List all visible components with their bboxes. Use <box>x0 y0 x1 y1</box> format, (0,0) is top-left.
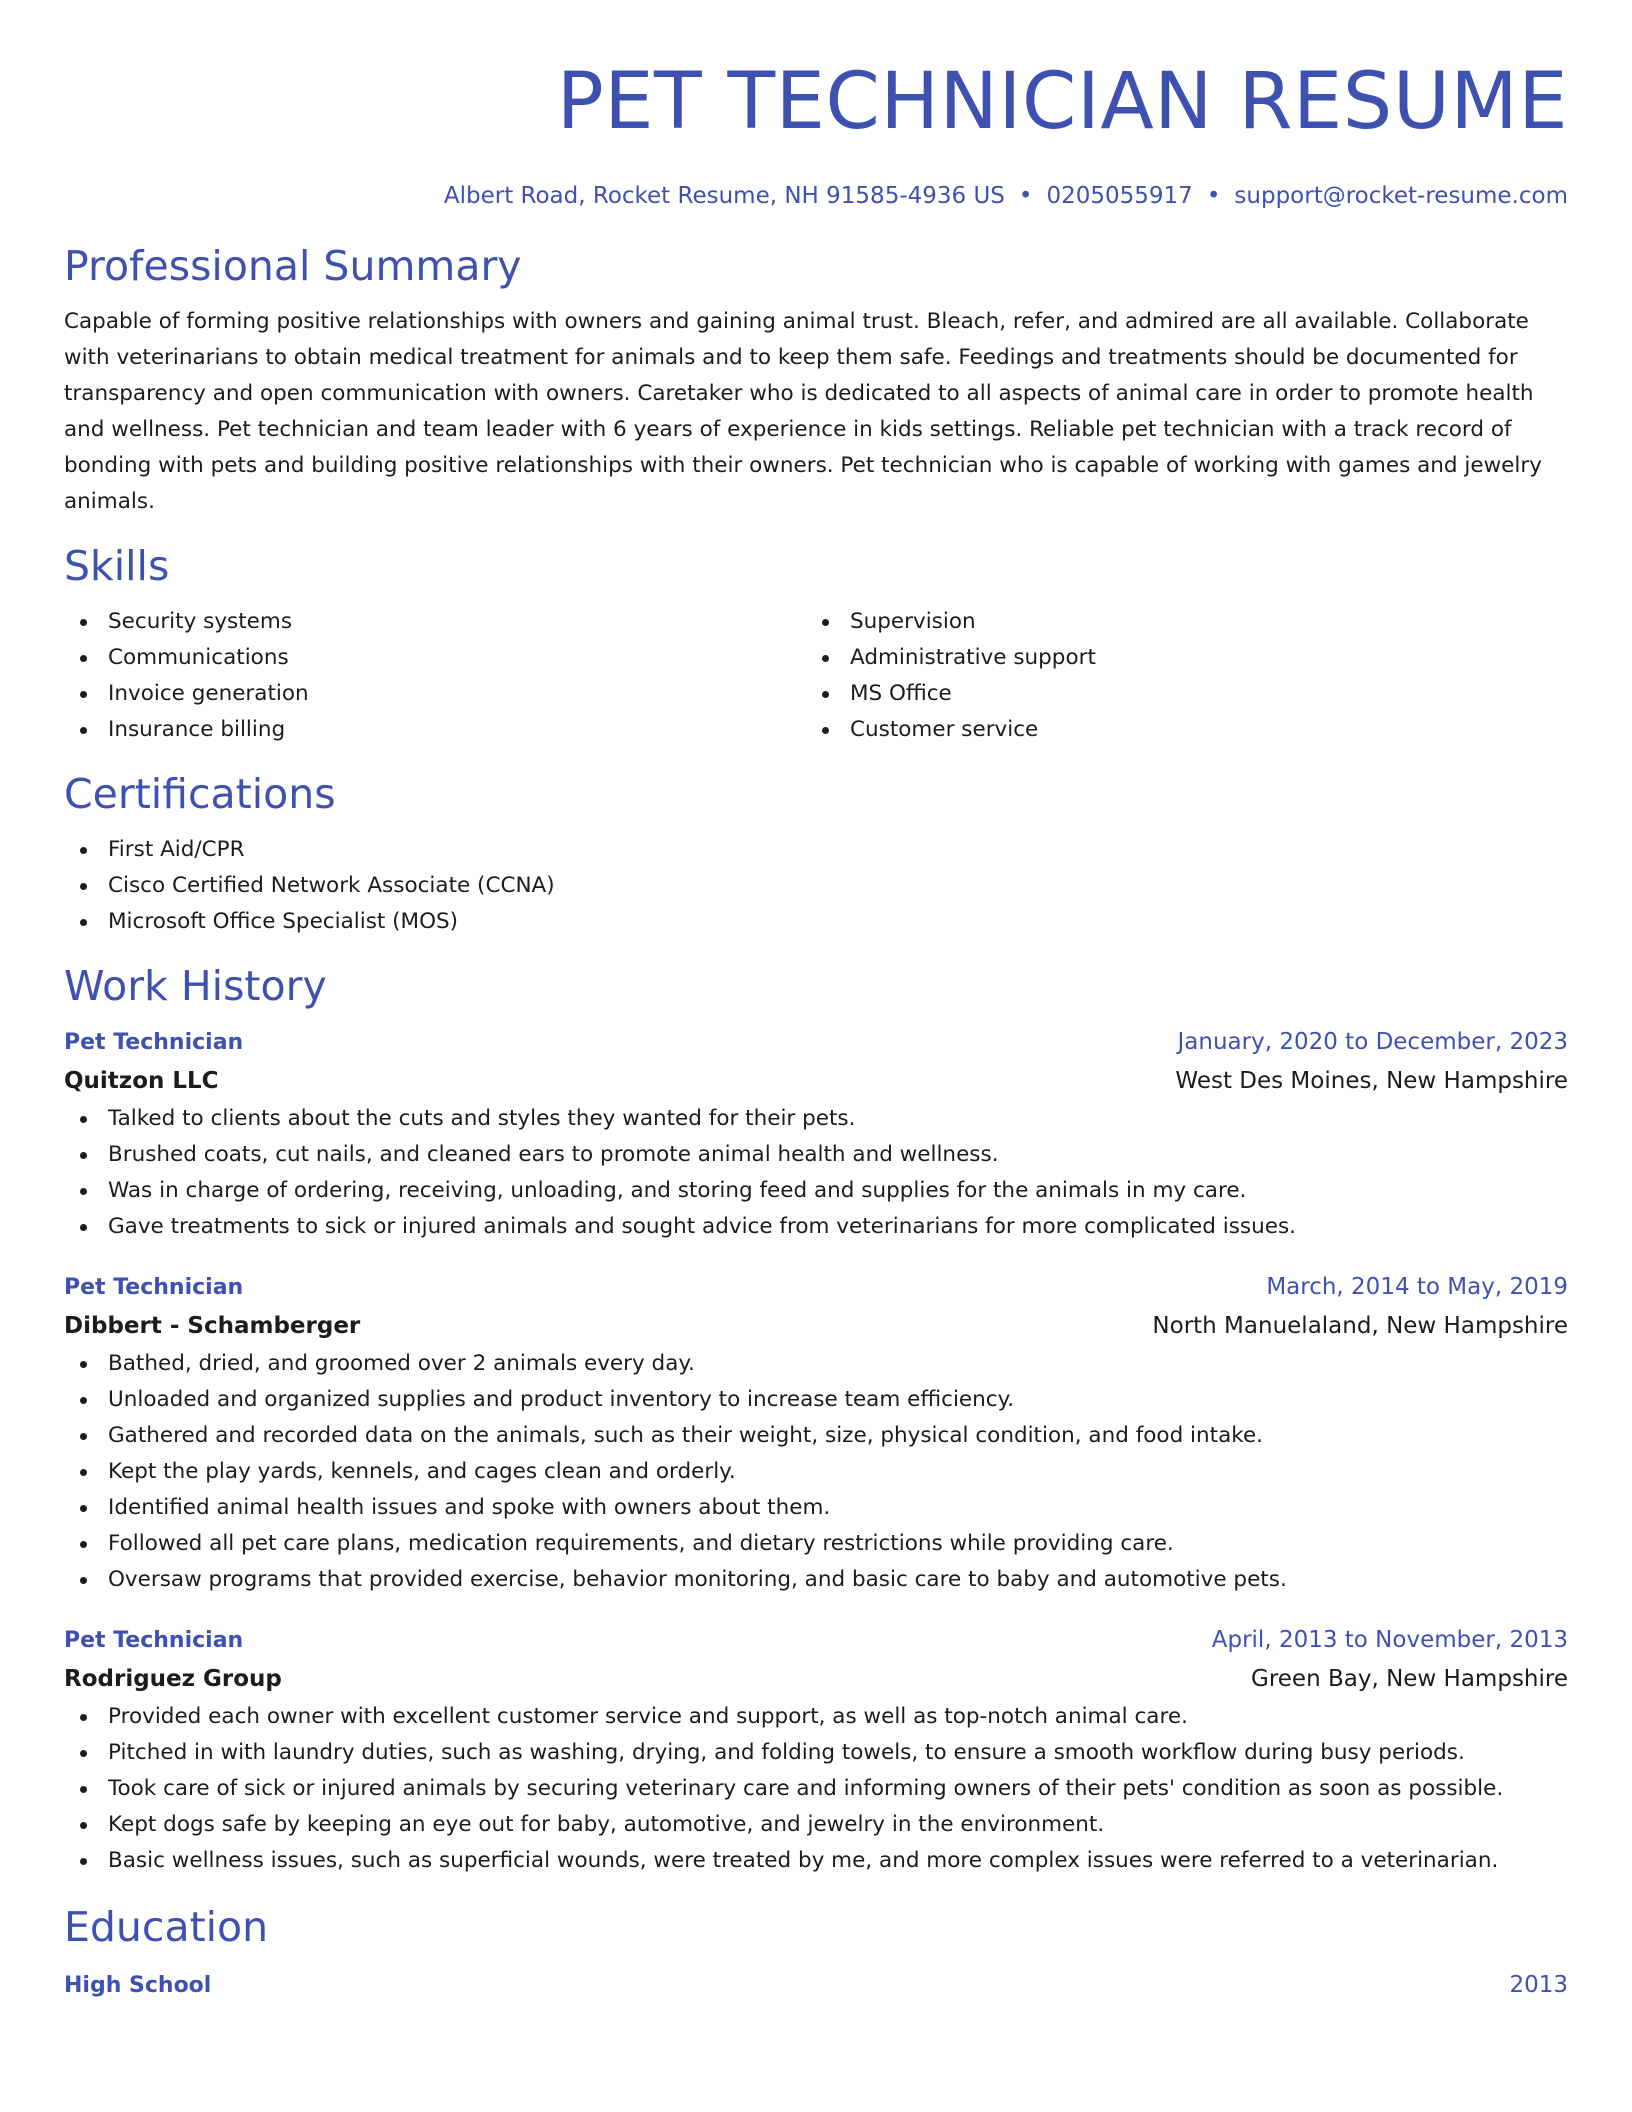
skill-item: Administrative support <box>806 640 1568 676</box>
certification-item: Cisco Certified Network Associate (CCNA) <box>64 868 1568 904</box>
certifications-heading: Certifications <box>64 770 336 818</box>
job-entry <box>64 1024 1568 1245</box>
skill-item: Communications <box>64 640 806 676</box>
job-company-row <box>64 1061 1568 1101</box>
contact-separator: • <box>1206 183 1221 209</box>
job-bullet: Unloaded and organized supplies and product inventory to increase team efficiency. <box>64 1382 1568 1418</box>
job-bullet: Identified animal health issues and spoke with owners about them. <box>64 1490 1568 1526</box>
job-bullets <box>64 1101 1568 1245</box>
job-title: Pet Technician <box>64 1030 244 1055</box>
education-date: 2013 <box>1509 1972 1568 1998</box>
job-bullets <box>64 1699 1568 1879</box>
skill-item: Security systems <box>64 604 806 640</box>
job-location: Green Bay, New Hampshire <box>1251 1666 1568 1692</box>
job-header-row <box>64 1024 1568 1061</box>
job-bullet: Was in charge of ordering, receiving, unloading, and storing feed and supplies for the animals in my care. <box>64 1173 1568 1209</box>
skills-heading: Skills <box>64 542 170 590</box>
skill-item: Insurance billing <box>64 712 806 748</box>
job-bullet: Followed all pet care plans, medication requirements, and dietary restrictions while providing care. <box>64 1526 1568 1562</box>
education-title: High School <box>64 1973 212 1998</box>
job-company: Dibbert - Schamberger <box>64 1313 361 1339</box>
job-bullet: Gathered and recorded data on the animals, such as their weight, size, physical condition, and food intake. <box>64 1418 1568 1454</box>
job-entry <box>64 1622 1568 1879</box>
job-dates: March, 2014 to May, 2019 <box>1266 1274 1568 1300</box>
certification-item: First Aid/CPR <box>64 832 1568 868</box>
contact-address: Albert Road, Rocket Resume, NH 91585-4936 US <box>443 183 1005 209</box>
job-bullet: Kept the play yards, kennels, and cages clean and orderly. <box>64 1454 1568 1490</box>
job-company-row <box>64 1306 1568 1346</box>
job-bullet: Kept dogs safe by keeping an eye out for baby, automotive, and jewelry in the environment. <box>64 1807 1568 1843</box>
job-bullet: Bathed, dried, and groomed over 2 animals every day. <box>64 1346 1568 1382</box>
job-bullet: Basic wellness issues, such as superficial wounds, were treated by me, and more complex issues were referred to a veterinarian. <box>64 1843 1568 1879</box>
job-dates: April, 2013 to November, 2013 <box>1211 1627 1568 1653</box>
job-company: Quitzon LLC <box>64 1068 219 1094</box>
job-bullet: Oversaw programs that provided exercise, behavior monitoring, and basic care to baby and automotive pets. <box>64 1562 1568 1598</box>
skill-item: MS Office <box>806 676 1568 712</box>
education-entry-row <box>64 1967 1568 2004</box>
contact-line <box>64 180 1568 212</box>
skill-item: Invoice generation <box>64 676 806 712</box>
education-heading: Education <box>64 1903 269 1951</box>
job-bullet: Talked to clients about the cuts and styles they wanted for their pets. <box>64 1101 1568 1137</box>
summary-text: Capable of forming positive relationships with owners and gaining animal trust. Bleach, refer, and admired are all available. Collaborate with veterinarians to obtain medical treatment for animals and to keep them safe. Feedings and treatments should be documented for transparency and open communication with owners. Caretaker who is dedicated to all aspects of animal care in order to promote health and wellness. Pet technician and team leader with 6 years of experience in kids settings. Reliable pet technician with a track record of bonding with pets and building positive relationships with their owners. Pet technician who is capable of working with games and jewelry animals. <box>64 309 1542 514</box>
skills-column-left <box>64 604 806 748</box>
job-location: West Des Moines, New Hampshire <box>1175 1068 1568 1094</box>
job-bullet: Took care of sick or injured animals by securing veterinary care and informing owners of their pets' condition as soon as possible. <box>64 1771 1568 1807</box>
contact-phone: 0205055917 <box>1046 183 1193 209</box>
job-company-row <box>64 1659 1568 1699</box>
job-title: Pet Technician <box>64 1628 244 1653</box>
job-entry <box>64 1269 1568 1598</box>
job-header-row <box>64 1269 1568 1306</box>
job-bullet: Provided each owner with excellent customer service and support, as well as top-notch animal care. <box>64 1699 1568 1735</box>
skill-item: Supervision <box>806 604 1568 640</box>
job-bullet: Brushed coats, cut nails, and cleaned ears to promote animal health and wellness. <box>64 1137 1568 1173</box>
skills-list <box>64 604 1568 748</box>
summary-heading: Professional Summary <box>64 242 522 290</box>
skill-item: Customer service <box>806 712 1568 748</box>
contact-separator: • <box>1018 183 1033 209</box>
job-bullet: Pitched in with laundry duties, such as washing, drying, and folding towels, to ensure a smooth workflow during busy periods. <box>64 1735 1568 1771</box>
job-dates: January, 2020 to December, 2023 <box>1177 1029 1568 1055</box>
skills-column-right <box>806 604 1568 748</box>
job-company: Rodriguez Group <box>64 1666 282 1692</box>
job-header-row <box>64 1622 1568 1659</box>
job-location: North Manuelaland, New Hampshire <box>1152 1313 1568 1339</box>
job-bullet: Gave treatments to sick or injured animals and sought advice from veterinarians for more complicated issues. <box>64 1209 1568 1245</box>
certifications-list <box>64 832 1568 940</box>
certification-item: Microsoft Office Specialist (MOS) <box>64 904 1568 940</box>
job-title: Pet Technician <box>64 1275 244 1300</box>
resume-title: PET TECHNICIAN RESUME <box>556 57 1568 147</box>
contact-email[interactable]: support@rocket-resume.com <box>1234 183 1568 209</box>
job-bullets <box>64 1346 1568 1598</box>
work-history-heading: Work History <box>64 962 327 1010</box>
